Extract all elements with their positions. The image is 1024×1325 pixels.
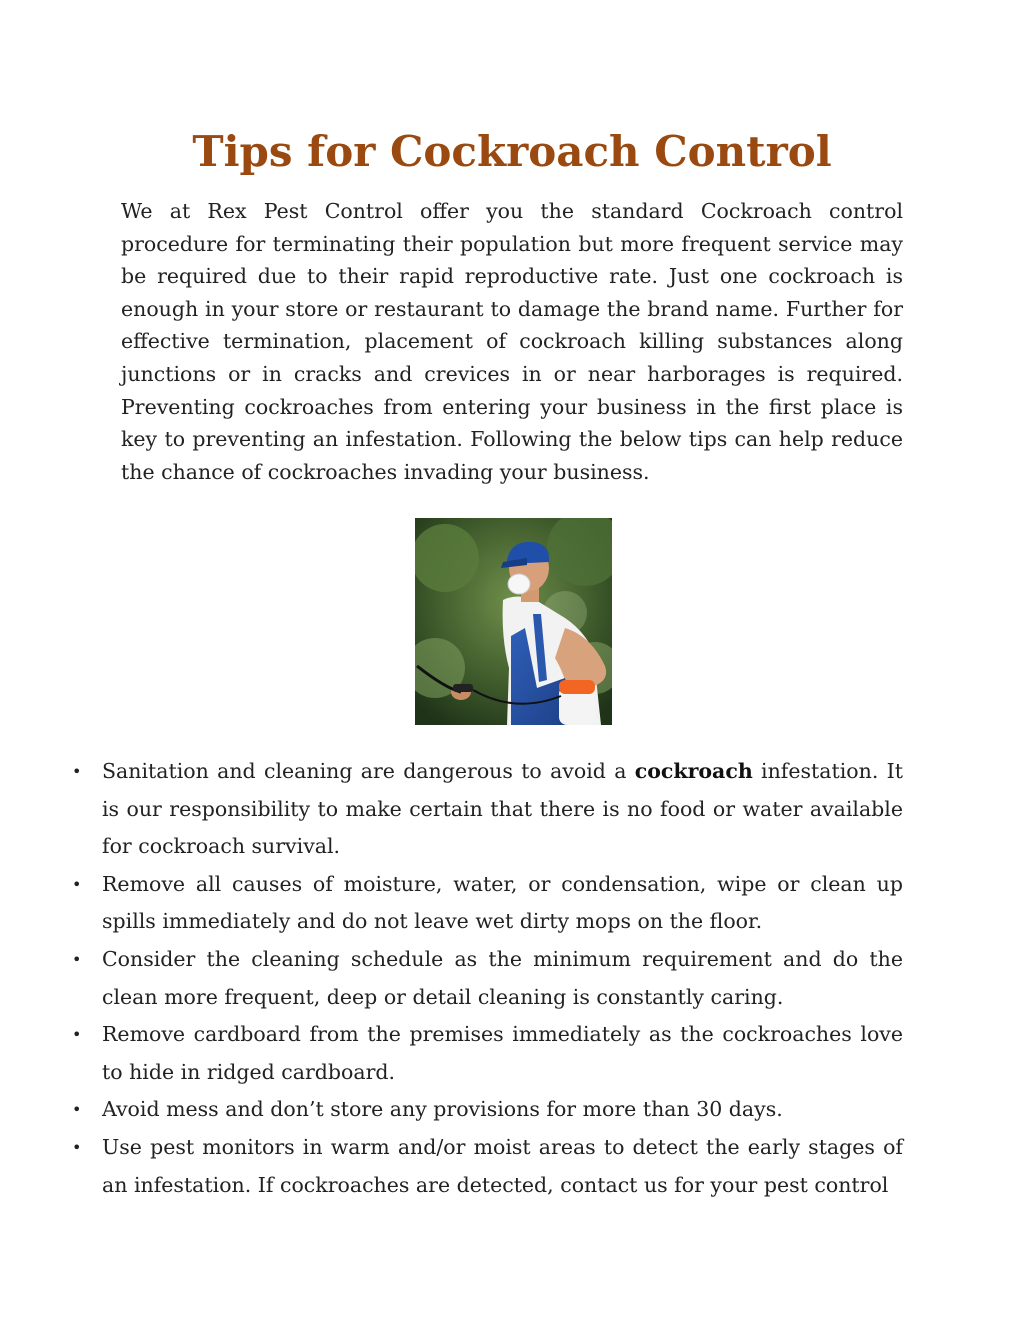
bullet-icon: • [72,1137,82,1157]
tip-item [72,753,903,866]
tip-text: Avoid mess and don’t store any provisions for more than 30 days. [102,1097,783,1122]
tip-text: Sanitation and cleaning are dangerous to avoid a [102,759,635,783]
tip-text: Consider the cleaning schedule as the minimum requirement and do the clean more frequent, deep or detail cleaning is constantly caring. [102,946,903,1009]
bullet-icon: • [72,762,82,781]
intro-paragraph: We at Rex Pest Control offer you the standard Cockroach control procedure for terminating their population but more frequent service may be required due to their rapid reproductive rate. Just one cockroach is enough in your store or restaurant to damage the brand name. Further for effective termination, placement of cockroach killing substances along junctions or in cracks and crevices in or near harborages is required. Preventing cockroaches from entering your business in the first place is key to preventing an infestation. Following the below tips can help reduce the chance of cockroaches invading your business. [121,199,903,484]
page-title: Tips for Cockroach Control [192,127,832,176]
bullet-icon: • [72,949,82,969]
bullet-icon: • [72,874,82,894]
tip-item [72,1016,903,1091]
tip-item [72,941,903,1016]
tip-item [72,1091,903,1129]
tip-text: Use pest monitors in warm and/or moist areas to detect the early stages of an infestation. If cockroaches are detected, contact us for your pest control [102,1134,903,1197]
tip-item [72,866,903,941]
bullet-icon: • [72,1025,82,1045]
tip-text: infestation. It is our responsibility to make certain that there is no food or water available for cockroach survival. [102,759,903,859]
tip-bold-keyword: cockroach [634,759,753,783]
tip-text: Remove cardboard from the premises immediately as the cockroaches love to hide in ridged cardboard. [102,1022,903,1084]
tip-item [72,1129,903,1204]
pest-control-worker-photo [415,518,612,725]
bullet-icon: • [72,1100,82,1120]
tips-list [72,753,903,1204]
tip-text: Remove all causes of moisture, water, or condensation, wipe or clean up spills immediately and do not leave wet dirty mops on the floor. [102,871,903,934]
